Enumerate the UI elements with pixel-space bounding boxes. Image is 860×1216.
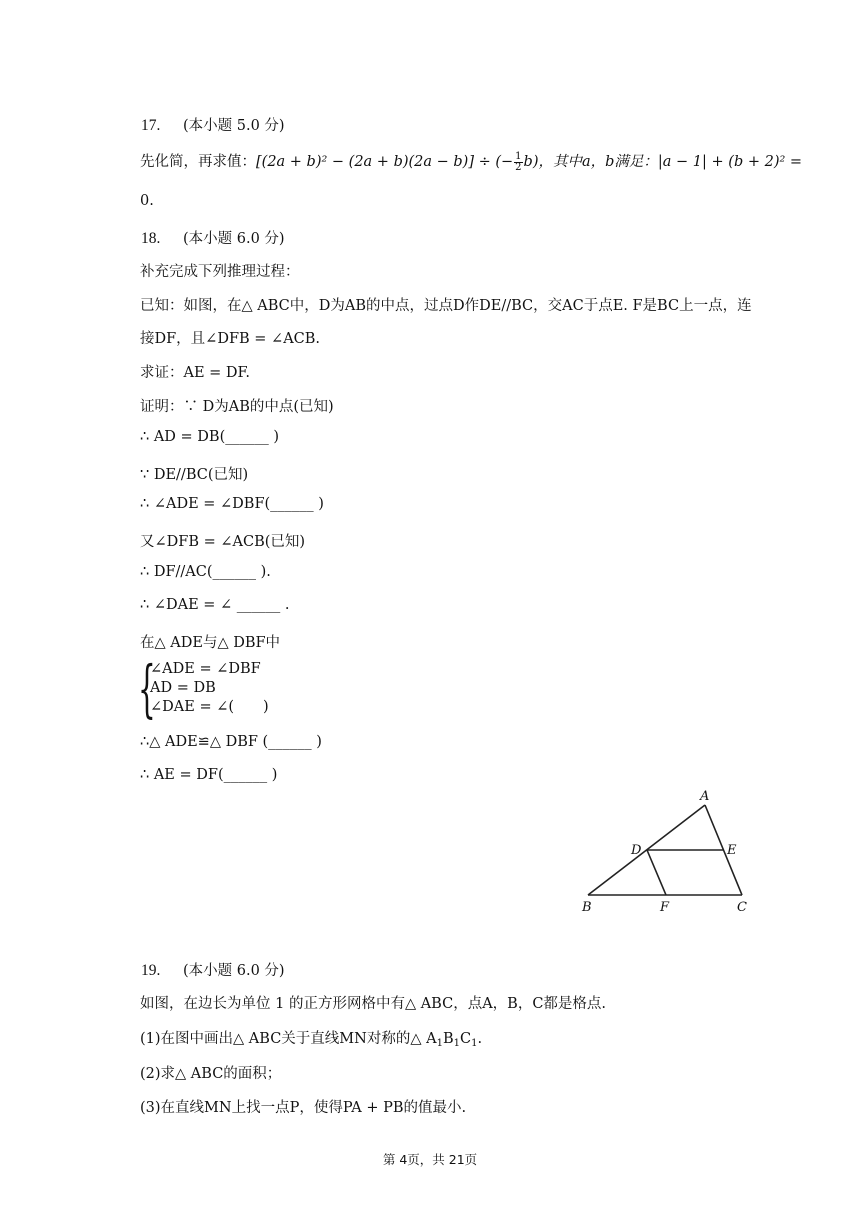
q18-line: ∴ ∠DAE = ∠ ______ . <box>140 597 290 613</box>
q19-points: (本小题 6.0 分) <box>182 963 285 979</box>
q17-header <box>141 114 285 135</box>
label-f: F <box>660 900 670 915</box>
q18-line: 求证：AE = DF. <box>140 365 250 381</box>
q18-line: 接DF，且∠DFB = ∠ACB. <box>140 331 321 347</box>
q18-line: 已知：如图，在△ ABC中，D为AB的中点，过点D作DE//BC，交AC于点E. F是BC上一点，连 <box>140 298 752 314</box>
label-d: D <box>631 843 642 858</box>
triangle-figure <box>570 786 760 916</box>
q19-sub: 1 <box>436 1038 443 1049</box>
q17-expr-a: [(2a + b)² − (2a + b)(2a − b)] ÷ (− <box>256 154 514 170</box>
q19-sub: 1 <box>471 1038 478 1049</box>
system-brace: { <box>138 652 156 725</box>
q17-frac-den: 2 <box>515 161 522 173</box>
q19-part1-text: (1)在图中画出△ ABC关于直线MN对称的△ A <box>140 1031 437 1047</box>
page-footer: 第 4页，共 21页 <box>382 1152 478 1167</box>
label-b: B <box>582 900 592 915</box>
q19-sub: 1 <box>453 1038 460 1049</box>
q18-line: ∴ AD = DB(______ ) <box>140 429 280 445</box>
label-c: C <box>737 900 747 915</box>
q19-part1-c: C <box>459 1031 472 1047</box>
q17-frac-num: 1 <box>515 150 522 162</box>
q18-number: 18. <box>141 230 161 247</box>
q18-line: 补充完成下列推理过程： <box>140 264 300 280</box>
system-row: ∠ADE = ∠DBF <box>150 661 261 677</box>
q17-fraction <box>514 152 522 173</box>
q19-part1-b: B <box>442 1031 454 1047</box>
q17-points: (本小题 5.0 分) <box>182 118 285 134</box>
q19-line <box>140 1027 482 1049</box>
q17-number: 17. <box>141 117 161 134</box>
q18-line: ∴ DF//AC(______ ). <box>140 564 271 580</box>
q17-line2: 0. <box>140 193 154 209</box>
q18-conclusion: ∴ AE = DF(______ ) <box>140 767 278 783</box>
q17-prefix: 先化简，再求值： <box>140 154 256 170</box>
q18-conclusion: ∴△ ADE≌△ DBF (______ ) <box>140 734 322 750</box>
q19-line: 如图，在边长为单位 1 的正方形网格中有△ ABC，点A，B，C都是格点. <box>140 996 607 1012</box>
label-e: E <box>727 843 737 858</box>
q19-line: (2)求△ ABC的面积； <box>140 1066 282 1082</box>
q19-number: 19. <box>141 962 161 979</box>
q18-header <box>141 227 285 248</box>
equation-system <box>150 660 269 717</box>
q18-line: ∵ DE//BC(已知) <box>140 467 249 483</box>
q18-points: (本小题 6.0 分) <box>182 231 285 247</box>
label-a: A <box>700 789 710 804</box>
q18-line: 证明：∵ D为AB的中点(已知) <box>140 399 334 415</box>
q19-line: (3)在直线MN上找一点P，使得PA + PB的值最小. <box>140 1100 467 1116</box>
q19-header <box>141 959 285 980</box>
q18-line: 又∠DFB = ∠ACB(已知) <box>140 534 306 550</box>
q18-line: 在△ ADE与△ DBF中 <box>140 635 281 651</box>
q17-text <box>140 150 802 173</box>
q17-expr-b: b)，其中a，b满足：|a − 1| + (b + 2)² = <box>523 154 803 170</box>
system-row: ∠DAE = ∠( ) <box>150 699 269 715</box>
q19-part1-end: . <box>477 1031 483 1047</box>
q18-line: ∴ ∠ADE = ∠DBF(______ ) <box>140 496 324 512</box>
system-row: AD = DB <box>150 680 216 696</box>
segment-df <box>647 850 666 895</box>
